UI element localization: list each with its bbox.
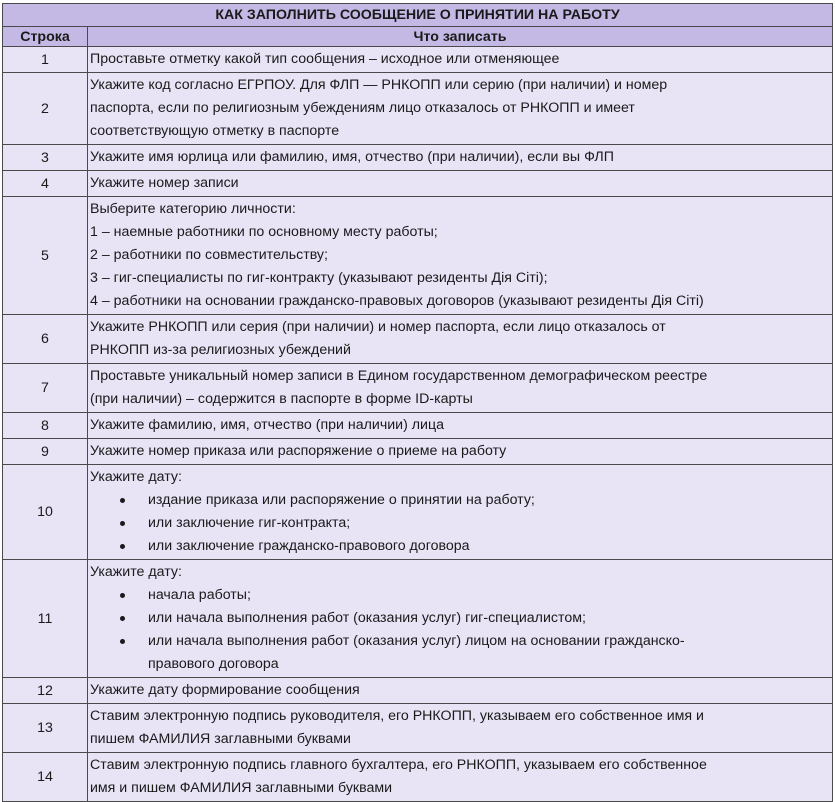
instruction-line: Укажите РНКОПП или серия (при наличии) и номер паспорта, если лицо отказалось от [90,319,666,335]
table-row [3,73,833,145]
bullet-line: или начала выполнения работ (оказания услуг) лицом на основании гражданско- [148,633,685,649]
table-row [3,439,833,465]
table-row [3,47,833,73]
row-number: 2 [3,73,88,145]
instruction-line: Укажите имя юрлица или фамилию, имя, отчество (при наличии), если вы ФЛП [90,149,614,165]
row-instruction [88,753,833,802]
row-number: 8 [3,413,88,439]
instruction-line: Проставьте отметку какой тип сообщения – исходное или отменяющее [90,51,560,67]
bullet-item [90,584,830,607]
instruction-line: Укажите дату формирование сообщения [90,682,360,698]
instruction-line: имя и пишем ФАМИЛИЯ заглавными буквами [90,780,393,796]
table-row [3,560,833,678]
row-number: 3 [3,145,88,171]
row-instruction [88,47,833,73]
row-instruction [88,704,833,753]
table-row [3,413,833,439]
row-instruction [88,315,833,364]
instruction-line: Укажите дату: [90,564,182,580]
row-number: 5 [3,197,88,315]
table-row [3,197,833,315]
table-row [3,364,833,413]
row-number: 6 [3,315,88,364]
column-header-what-to-write: Что записать [88,27,833,47]
row-instruction [88,145,833,171]
table-row [3,315,833,364]
row-number: 7 [3,364,88,413]
instruction-line: Укажите фамилию, имя, отчество (при наличии) лица [90,417,444,433]
bullet-item [90,489,830,512]
bullet-item [90,607,830,630]
row-number: 4 [3,171,88,197]
table-row [3,465,833,560]
row-instruction [88,364,833,413]
row-instruction [88,171,833,197]
instruction-line: Ставим электронную подпись главного бухгалтера, его РНКОПП, указываем его собственное [90,757,707,773]
bullet-line: начала работы; [148,587,251,603]
bullet-item [90,535,830,558]
title-row [3,4,833,27]
table-row [3,145,833,171]
instruction-line: РНКОПП из-за религиозных убеждений [90,342,351,358]
instruction-line: Проставьте уникальный номер записи в Едином государственном демографическом реестре [90,368,708,384]
instruction-line: 4 – работники на основании гражданско-правовых договоров (указывают резиденты Дія Сіті) [90,293,704,309]
instruction-line: Выберите категорию личности: [90,201,296,217]
bullet-line: правового договора [148,656,279,672]
instruction-line: 3 – гиг-специалисты по гиг-контракту (указывают резиденты Дія Сіті); [90,270,548,286]
instruction-line: (при наличии) – содержится в паспорте в форме ID-карты [90,391,473,407]
bullet-item [90,512,830,535]
row-instruction [88,73,833,145]
row-number: 14 [3,753,88,802]
instruction-line: Укажите номер приказа или распоряжение о приеме на работу [90,443,507,459]
column-header-row-number: Строка [3,27,88,47]
row-instruction [88,465,833,560]
row-instruction [88,560,833,678]
row-instruction [88,678,833,704]
row-number: 11 [3,560,88,678]
row-number: 10 [3,465,88,560]
row-number: 12 [3,678,88,704]
instructions-table [2,3,833,802]
instruction-line: паспорта, если по религиозным убеждениям лицо отказалось от РНКОПП и имеет [90,100,635,116]
bullet-item [90,630,830,676]
row-number: 1 [3,47,88,73]
row-instruction [88,413,833,439]
instruction-line: Укажите номер записи [90,175,239,191]
instruction-line: Укажите дату: [90,469,182,485]
row-number: 9 [3,439,88,465]
table-title: КАК ЗАПОЛНИТЬ СООБЩЕНИЕ О ПРИНЯТИИ НА РАБОТУ [3,4,833,27]
bullet-line: или начала выполнения работ (оказания услуг) гиг-специалистом; [148,610,586,626]
instruction-line: 1 – наемные работники по основному месту работы; [90,224,438,240]
instruction-line: соответствующую отметку в паспорте [90,123,340,139]
table-body [3,47,833,802]
bullet-line: или заключение гражданско-правового договора [148,538,470,554]
instruction-line: Укажите код согласно ЕГРПОУ. Для ФЛП — РНКОПП или серию (при наличии) и номер [90,77,668,93]
table-row [3,704,833,753]
header-row [3,27,833,47]
row-number: 13 [3,704,88,753]
table-row [3,678,833,704]
row-instruction [88,197,833,315]
table-row [3,753,833,802]
bullet-line: или заключение гиг-контракта; [148,515,351,531]
instruction-line: пишем ФАМИЛИЯ заглавными буквами [90,731,351,747]
table-row [3,171,833,197]
instruction-line: Ставим электронную подпись руководителя, его РНКОПП, указываем его собственное имя и [90,708,704,724]
bullet-line: издание приказа или распоряжение о принятии на работу; [148,492,535,508]
instruction-line: 2 – работники по совместительству; [90,247,328,263]
row-instruction [88,439,833,465]
